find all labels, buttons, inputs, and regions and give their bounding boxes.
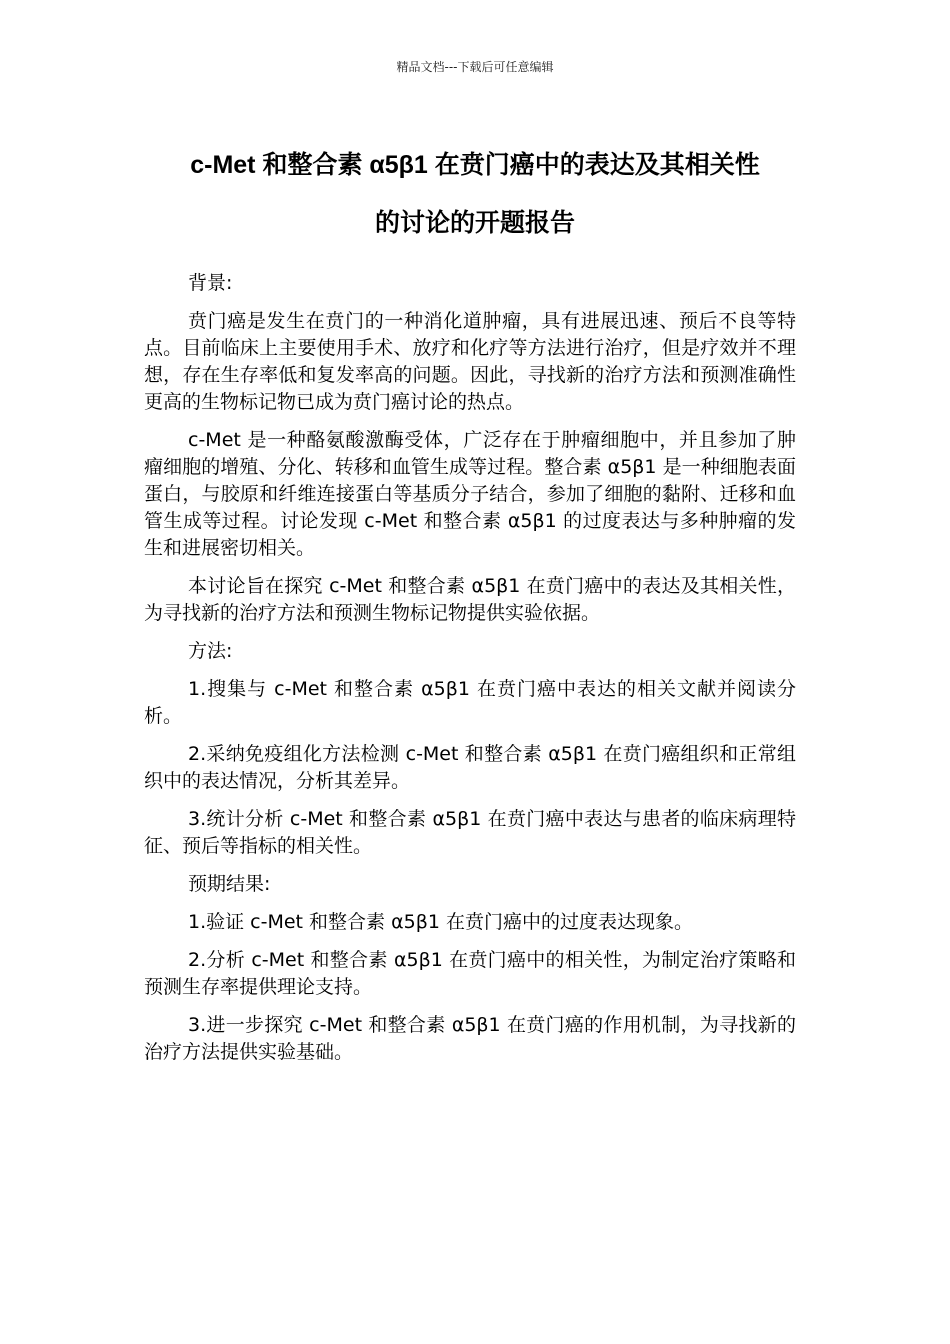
method-item-2: 2.采纳免疫组化方法检测 c-Met 和整合素 α5β1 在贲门癌组织和正常组织中的表达情况，分析其差异。 [144,743,796,792]
result-item-3: 3.进一步探究 c-Met 和整合素 α5β1 在贲门癌的作用机制，为寻找新的治疗方法提供实验基础。 [144,1014,796,1063]
method-item-3: 3.统计分析 c-Met 和整合素 α5β1 在贲门癌中表达与患者的临床病理特征、预后等指标的相关性。 [144,808,796,857]
title-line-1: c-Met 和整合素 α5β1 在贲门癌中的表达及其相关性 [190,151,760,179]
paragraph-background-1: 贲门癌是发生在贲门的一种消化道肿瘤，具有进展迅速、预后不良等特点。目前临床上主要使用手术、放疗和化疗等方法进行治疗，但是疗效并不理想，存在生存率低和复发率高的问题。因此，寻找新的治疗方法和预测准确性更高的生物标记物已成为贲门癌讨论的热点。 [144,310,796,413]
method-item-1: 1.搜集与 c-Met 和整合素 α5β1 在贲门癌中表达的相关文献并阅读分析。 [144,678,796,727]
document-title [120,136,830,252]
result-item-1: 1.验证 c-Met 和整合素 α5β1 在贲门癌中的过度表达现象。 [188,911,693,933]
paragraph-background-3: 本讨论旨在探究 c-Met 和整合素 α5β1 在贲门癌中的表达及其相关性，为寻找新的治疗方法和预测生物标记物提供实验依据。 [144,575,796,624]
section-heading-background: 背景: [188,272,233,294]
header-note: 精品文档---下载后可任意编辑 [396,60,554,74]
paragraph-background-2: c-Met 是一种酪氨酸激酶受体，广泛存在于肿瘤细胞中，并且参加了肿瘤细胞的增殖、分化、转移和血管生成等过程。整合素 α5β1 是一种细胞表面蛋白，与胶原和纤维连接蛋白等基质分子结合，参加了细胞的黏附、迁移和血管生成等过程。讨论发现 c-Met 和整合素 α5β1 的过度表达与多种肿瘤的发生和进展密切相关。 [144,429,796,559]
title-line-2: 的讨论的开题报告 [374,209,575,237]
result-item-2: 2.分析 c-Met 和整合素 α5β1 在贲门癌中的相关性，为制定治疗策略和预测生存率提供理论支持。 [144,949,796,998]
section-heading-expected-results: 预期结果: [188,873,271,895]
document-body [144,270,796,1077]
section-heading-methods: 方法: [188,640,233,662]
